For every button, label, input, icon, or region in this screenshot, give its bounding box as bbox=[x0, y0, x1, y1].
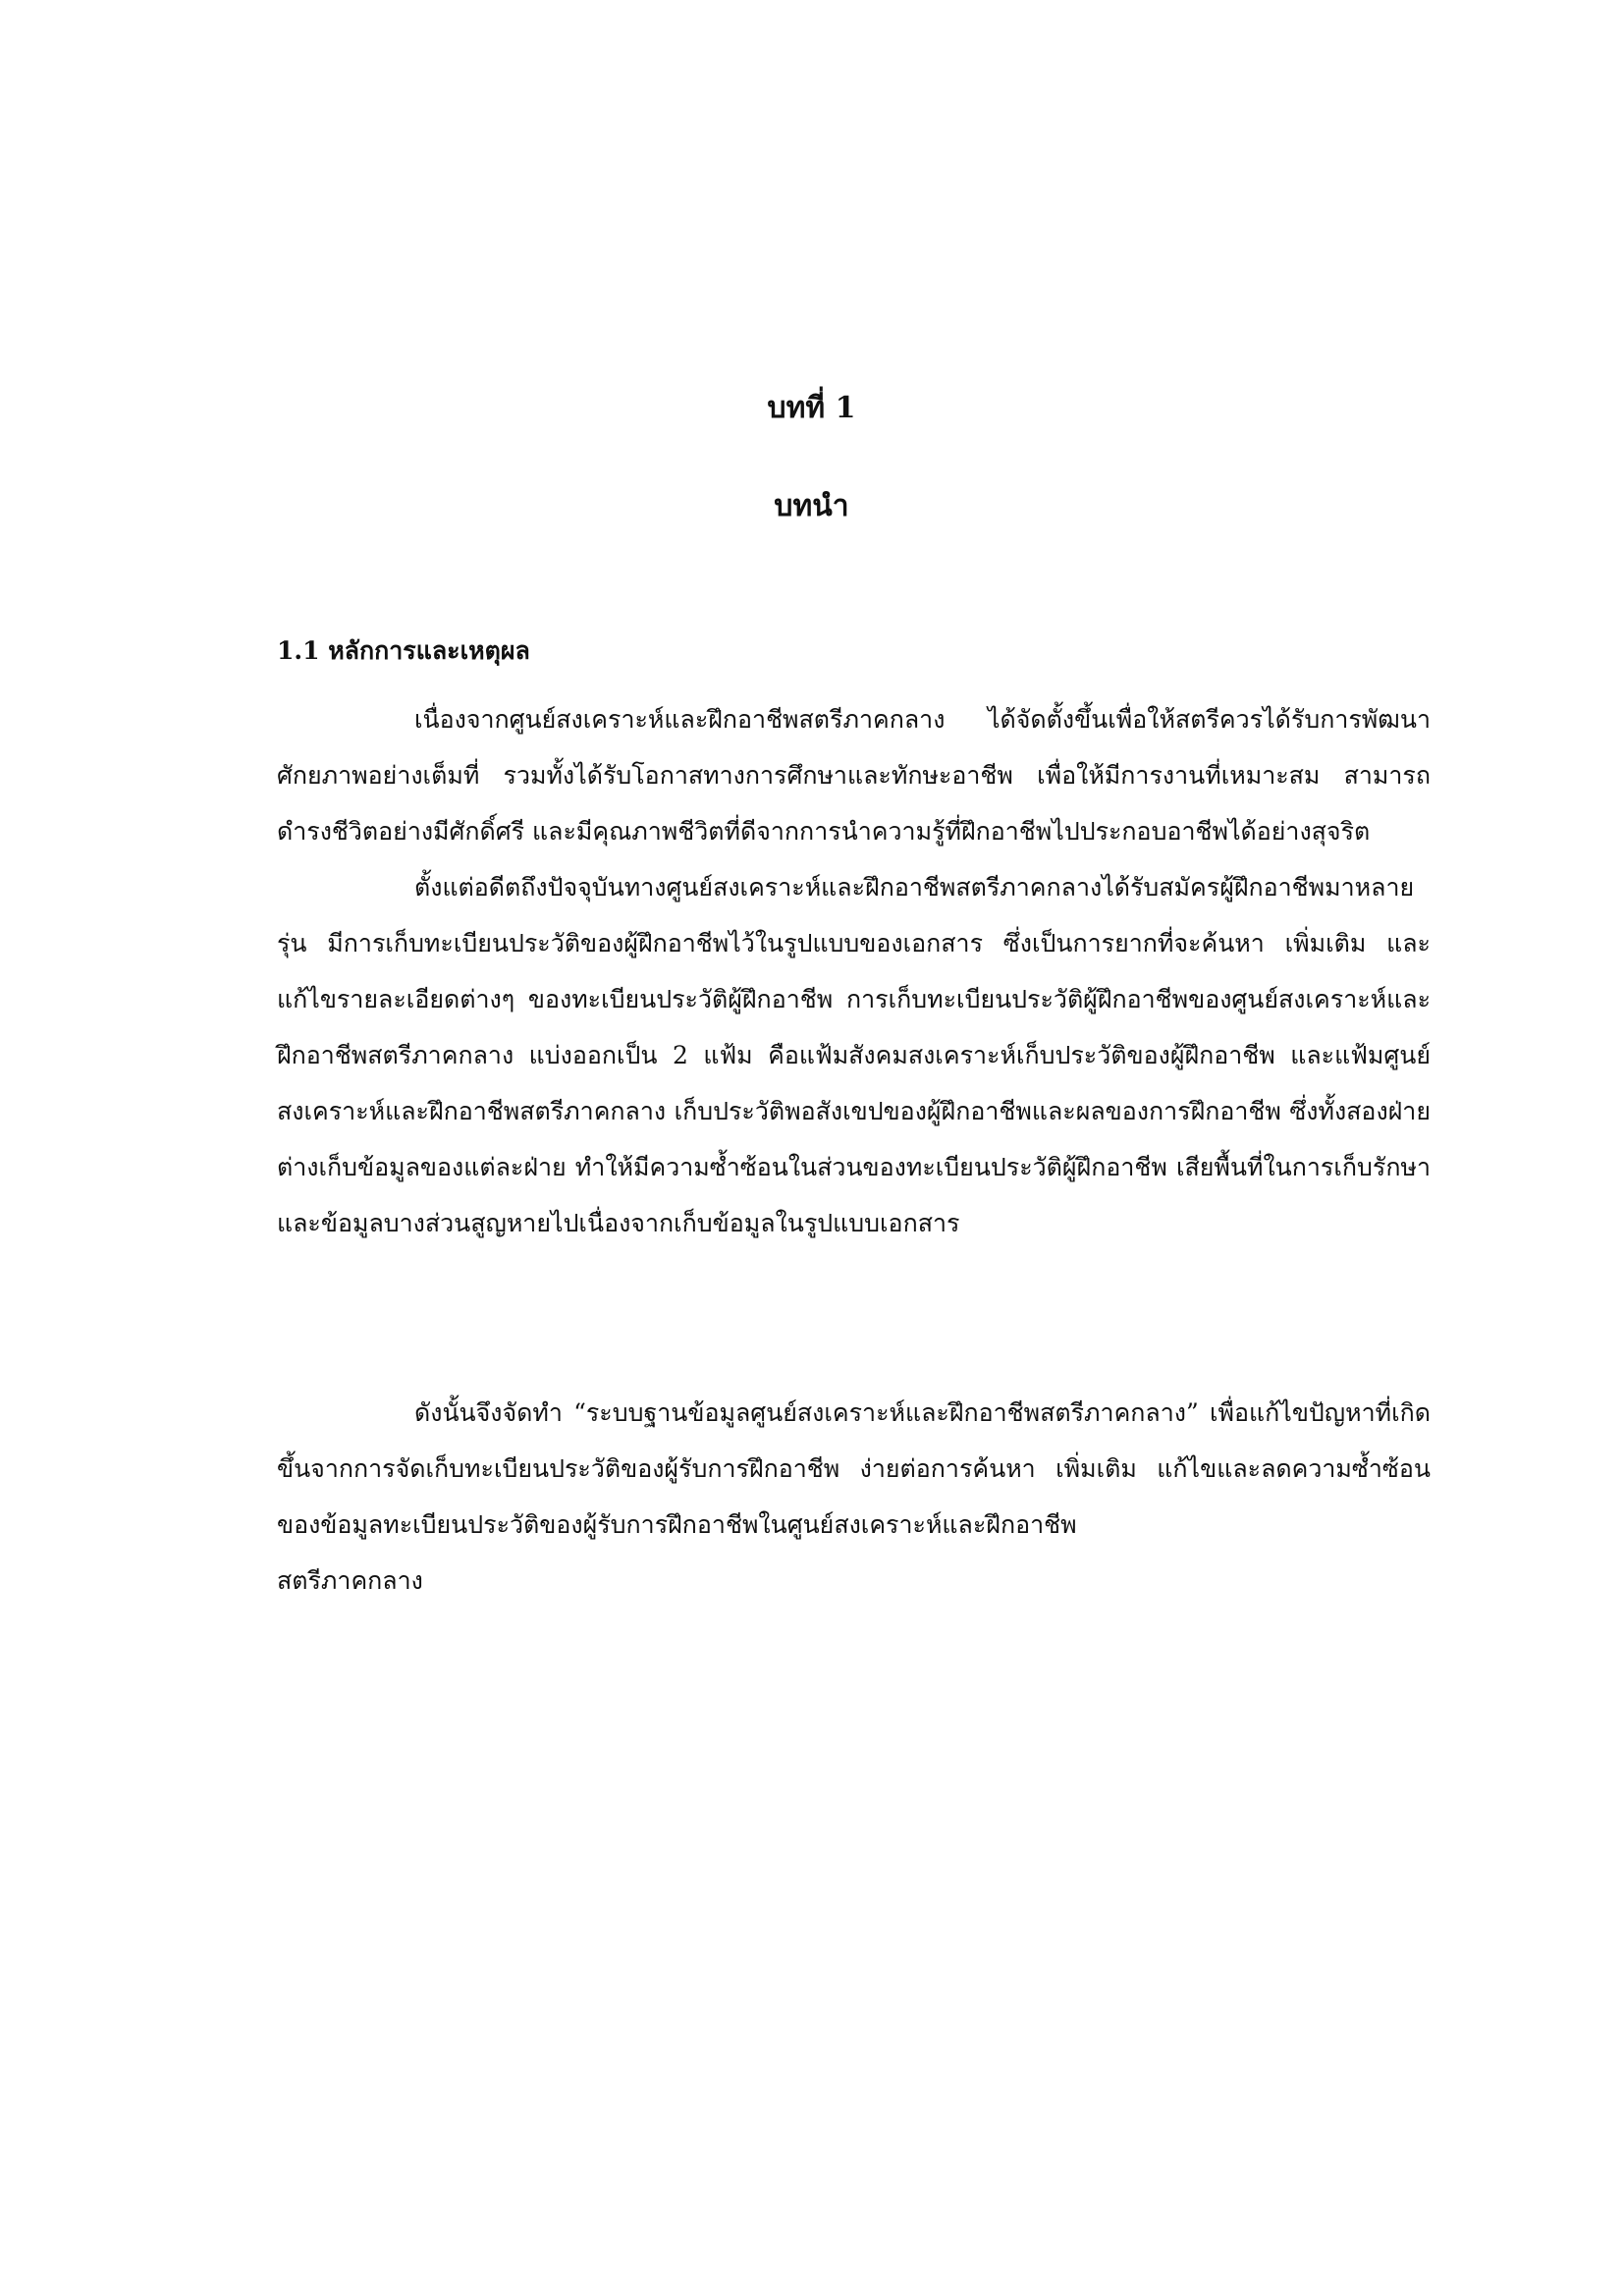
section-heading: 1.1 หลักการและเหตุผล bbox=[277, 636, 530, 665]
paragraph-rationale-3: ดังนั้นจึงจัดทำ “ระบบฐานข้อมูลศูนย์สงเคราะห์และฝึกอาชีพสตรีภาคกลาง” เพื่อแก้ไขปัญหาที่เกิดขึ้นจากการจัดเก็บทะเบียนประวัติของผู้รับการฝึกอาชีพ ง่ายต่อการค้นหา เพิ่มเติม แก้ไขและลดความซ้ำซ้อนของข้อมูลทะเบียนประวัติของผู้รับการฝึกอาชีพในศูนย์สงเคราะห์และฝึกอาชีพ bbox=[277, 1398, 1431, 1539]
paragraph-rationale-3-tail: สตรีภาคกลาง bbox=[277, 1566, 423, 1595]
chapter-number: บทที่ 1 bbox=[767, 391, 856, 425]
paragraph-rationale-2: ตั้งแต่อดีตถึงปัจจุบันทางศูนย์สงเคราะห์และฝึกอาชีพสตรีภาคกลางได้รับสมัครผู้ฝึกอาชีพมาหลายรุ่น มีการเก็บทะเบียนประวัติของผู้ฝึกอาชีพไว้ในรูปแบบของเอกสาร ซึ่งเป็นการยากที่จะค้นหา เพิ่มเติม และแก้ไขรายละเอียดต่างๆ ของทะเบียนประวัติผู้ฝึกอาชีพ การเก็บทะเบียนประวัติผู้ฝึกอาชีพของศูนย์สงเคราะห์และฝึกอาชีพสตรีภาคกลาง แบ่งออกเป็น 2 แฟ้ม คือแฟ้มสังคมสงเคราะห์เก็บประวัติของผู้ฝึกอาชีพ และแฟ้มศูนย์สงเคราะห์และฝึกอาชีพสตรีภาคกลาง เก็บประวัติพอสังเขปของผู้ฝึกอาชีพและผลของการฝึกอาชีพ ซึ่งทั้งสองฝ่ายต่างเก็บข้อมูลของแต่ละฝ่าย ทำให้มีความซ้ำซ้อนในส่วนของทะเบียนประวัติผู้ฝึกอาชีพ เสียพื้นที่ในการเก็บรักษา และข้อมูลบางส่วนสูญหายไปเนื่องจากเก็บข้อมูลในรูปแบบเอกสาร bbox=[277, 873, 1431, 1237]
paragraph-rationale-1: เนื่องจากศูนย์สงเคราะห์และฝึกอาชีพสตรีภาคกลาง ได้จัดตั้งขึ้นเพื่อให้สตรีควรได้รับการพัฒนาศักยภาพอย่างเต็มที่ รวมทั้งได้รับโอกาสทางการศึกษาและทักษะอาชีพ เพื่อให้มีการงานที่เหมาะสม สามารถดำรงชีวิตอย่างมีศักดิ์ศรี และมีคุณภาพชีวิตที่ดีจากการนำความรู้ที่ฝึกอาชีพไปประกอบอาชีพได้อย่างสุจริต bbox=[277, 705, 1431, 846]
chapter-title: บทนำ bbox=[774, 489, 849, 523]
body-text-block-conclusion bbox=[277, 1385, 1431, 1609]
body-text-block bbox=[277, 691, 1431, 1251]
